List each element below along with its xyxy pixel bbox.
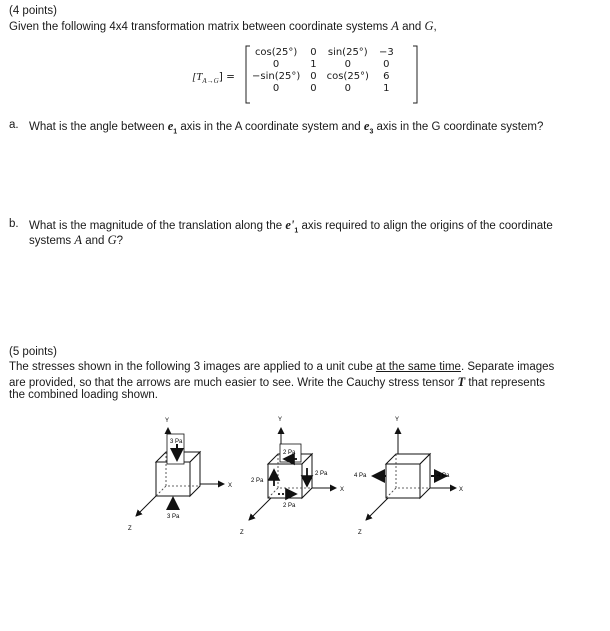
question-b-line1: What is the magnitude of the translation along the $e'_1$ axis required to align the origins of the coordinate <box>29 218 553 235</box>
fig2-top-label: 2 Pa <box>283 450 296 456</box>
figure-1-normal-y-stress <box>128 418 232 532</box>
fig1-bottom-label: 3 Pa <box>167 514 180 520</box>
fig3-right-label: 4 Pa <box>437 473 450 479</box>
matrix-row <box>247 59 399 71</box>
matrix-cell: −3 <box>378 47 394 58</box>
svg-text:Y: Y <box>278 417 283 423</box>
matrix-cell: 0 <box>344 83 351 94</box>
matrix-cell: sin(25°) <box>327 47 368 58</box>
matrix-label: $[T_{A\to G}]$ = <box>192 71 235 86</box>
matrix-cell: 0 <box>383 59 390 70</box>
matrix-cell: 0 <box>344 59 351 70</box>
figure-2-shear-stress <box>240 417 344 536</box>
matrix-cell: 0 <box>272 59 280 70</box>
matrix-cell: 0 <box>272 83 280 94</box>
question-b-letter: b. <box>9 218 19 230</box>
fig1-top-label: 3 Pa <box>170 439 183 445</box>
fig2-bottom-label: 2 Pa <box>283 503 296 509</box>
svg-text:X: X <box>228 483 233 489</box>
q1-points: (4 points) <box>9 5 57 17</box>
fig2-left-label: 2 Pa <box>251 478 264 484</box>
figure-3-normal-x-stress <box>354 417 463 536</box>
svg-text:Z: Z <box>128 526 132 532</box>
question-b-line2: systems A and G? <box>29 233 124 247</box>
transformation-matrix <box>247 47 399 95</box>
svg-text:Z: Z <box>358 530 362 536</box>
matrix-cell: cos(25°) <box>326 71 369 82</box>
matrix-cell: −sin(25°) <box>252 71 301 82</box>
svg-text:Y: Y <box>395 417 400 423</box>
system-a-symbol: A <box>391 19 399 33</box>
matrix-row <box>247 47 399 59</box>
matrix-cell: 0 <box>310 71 317 82</box>
q2-points: (5 points) <box>9 346 57 358</box>
fig3-left-label: 4 Pa <box>354 473 367 479</box>
q2-line3: the combined loading shown. <box>9 389 158 401</box>
q2-line1: The stresses shown in the following 3 images are applied to a unit cube at the same time. Separate images <box>9 361 555 373</box>
system-g-symbol: G <box>424 19 434 33</box>
q1-intro: Given the following 4x4 transformation matrix between coordinate systems A and G, <box>9 19 437 33</box>
matrix-cell: 1 <box>383 83 390 94</box>
question-a-letter: a. <box>9 119 19 131</box>
matrix-row <box>247 83 399 95</box>
matrix-cell: 1 <box>310 59 317 70</box>
svg-text:X: X <box>459 487 464 493</box>
matrix-cell: 0 <box>310 83 317 94</box>
matrix-cell: 6 <box>383 71 390 82</box>
fig2-right-label: 2 Pa <box>315 471 328 477</box>
matrix-row <box>247 71 399 83</box>
svg-text:Z: Z <box>240 530 244 536</box>
svg-text:Y: Y <box>165 418 170 424</box>
svg-text:X: X <box>340 487 345 493</box>
question-a-text: What is the angle between $e_1$ axis in the A coordinate system and $e_3$ axis in the G coordinate system? <box>29 119 544 136</box>
matrix-cell: cos(25°) <box>254 47 298 58</box>
matrix-cell: 0 <box>310 47 317 58</box>
q2-line2: are provided, so that the arrows are much easier to see. Write the Cauchy stress tensor T that represents <box>9 375 546 389</box>
tensor-symbol: T <box>457 375 466 389</box>
stress-figures <box>0 400 610 550</box>
